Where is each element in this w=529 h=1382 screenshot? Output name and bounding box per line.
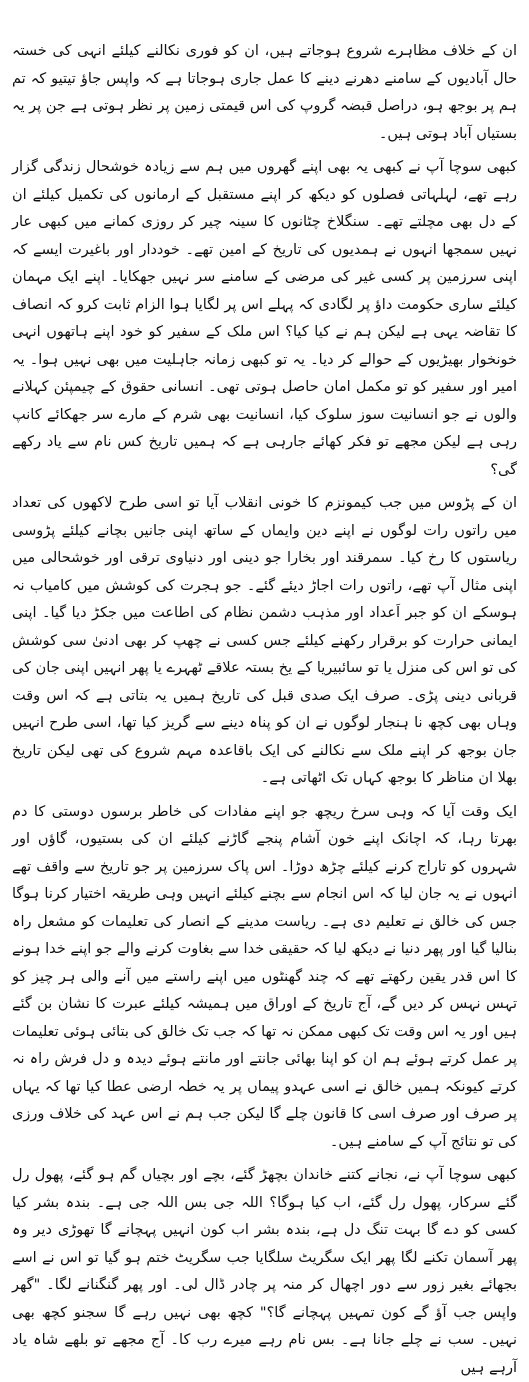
paragraph-5: کبھی سوچا آپ نے، نجانے کتنے خاندان بچھڑ گئے، بچے اور بچیاں گم ہو گئے، پھول رل گئے سرکار، پھول رل گئے، اب کیا ہوگا؟ اللہ جی بس اللہ جی ہے۔ بندہ بشر کیا کسی کو دے گا بہت تنگ دل ہے، بندہ بشر اب کون انہیں پہچانے گا تھوڑی دیر وہ پھر آسمان تکنے لگا پھر ایک سگریٹ سلگایا جب سگریٹ ختم ہو گیا تو اس نے اسے بجھائے بغیر زور سے دور اچھال کر منہ پر چادر ڈال لی۔ اور پھر گنگنانے لگا۔ "گھر واپس جب آؤ گے کون تمہیں پہچانے گا؟" کچھ بھی نہیں رہے گا سجنو کچھ بھی نہیں۔ سب نے چلے جانا ہے۔ بس نام رہے میرے رب کا۔ آج مجھے تو بلھے شاہ یاد آرہے ہیں bbox=[12, 1167, 517, 1376]
paragraph-3: ان کے پڑوس میں جب کیمونزم کا خونی انقلاب آیا تو اسی طرح لاکھوں کی تعداد میں راتوں رات لوگوں نے اپنے دین وایماں کے ساتھ اپنی جانیں بچانے کیلئے پڑوسی ریاستوں کا رخ کیا۔ سمرقند اور بخارا جو دینی اور دنیاوی ترقی اور خوشحالی میں اپنی مثال آپ تھے، راتوں رات اجاڑ دیئے گئے۔ جو ہجرت کی کوشش میں کامیاب نہ ہوسکے ان کو جبر اَعداد اور مذہب دشمن نظام کی اطاعت میں جکڑ دیا گیا۔ اپنی ایمانی حرارت کو برقرار رکھنے کیلئے جس کسی نے چھپ کر بھی ادنیٰ سی کوشش کی تو اس کی منزل یا تو سائبیریا کے یخ بستہ علاقے ٹھہرے یا پھر انہیں اپنی جان کی قربانی دینی پڑی۔ صرف ایک صدی قبل کی تاریخ ہمیں یہ بتاتی ہے کہ اس وقت وہاں بھی کچھ نا ہنجار لوگوں نے ان کو پناہ دینے سے گریز کیا تھا، اسی طرح انہیں جان بوجھ کر اپنے ملک سے نکالنے کی ایک باقاعدہ مہم شروع کی تھی لیکن تاریخ بھلا ان مناظر کا بوجھ کہاں تک اٹھاتی ہے۔ bbox=[12, 495, 517, 786]
paragraph-4: ایک وقت آیا کہ وہی سرخ ریچھ جو اپنے مفادات کی خاطر برسوں دوستی کا دم بھرتا رہا، کہ اچانک اپنے خون آشام پنجے گاڑنے کیلئے ان کی بستیوں، گاؤں اور شہروں کو تاراج کرنے کیلئے چڑھ دوڑا۔ اس پاک سرزمین پر جو تاریخ سے واقف تھے انہوں نے یہ جان لیا کہ اس انجام سے بچنے کیلئے انہیں وہی طریقہ اختیار کرنا ہوگا جس کی خالق نے تعلیم دی ہے۔ ریاست مدینے کے انصار کی تعلیمات کو مشعل راہ بنالیا گیا اور پھر دنیا نے دیکھ لیا کہ حقیقی خدا سے بغاوت کرنے والے جو اپنے خدا ہونے کا اس قدر یقین رکھتے تھے کہ چند گھنٹوں میں اپنے راستے میں آنے والی ہر چیز کو تہس نہس کر دیں گے، آج تاریخ کے اوراق میں ہمیشہ کیلئے عبرت کا نشان بن گئے ہیں اور یہ اس وقت تک کبھی ممکن نہ تھا کہ جب تک خالق کی بتائی ہوئی تعلیمات پر عمل کرتے ہوئے ہم ان کو اپنا بھائی جانتے اور مانتے ہوئے دیدہ و دل فرش راہ نہ کرتے کیونکہ ہمیں خالق نے اسی عہدو پیماں پر یہ خطہ ارضی عطا کیا تھا کہ یہاں پر صرف اور صرف اسی کا قانون چلے گا لیکن جب ہم نے اس عہد کی خلاف ورزی کی تو نتائج آپ کے سامنے ہیں۔ bbox=[12, 803, 517, 1150]
paragraph-2: کبھی سوچا آپ نے کبھی یہ بھی اپنے گھروں میں ہم سے زیادہ خوشحال زندگی گزار رہے تھے، لہلہاتی فصلوں کو دیکھ کر اپنے مستقبل کے ارمانوں کی تکمیل کیلئے ان کے دل بھی مچلتے تھے۔ سنگلاخ چٹانوں کا سینہ چیر کر روزی کمانے میں کبھی عار نہیں سمجھا انہوں نے ہمدیوں کی تاریخ کے امین تھے۔ خوددار اور باغیرت ایسے کہ اپنی سرزمین پر کسی غیر کی مرضی کے سامنے سر نہیں جھکایا۔ اپنے ایک مہمان کیلئے ساری حکومت داؤ پر لگادی کہ پہلے اس پر لگایا ہوا الزام ثابت کرو کہ انصاف کا تقاضہ یہی ہے لیکن ہم نے کیا کیا؟ اس ملک کے سفیر کو خود اپنے ہاتھوں انہی خونخوار بھیڑیوں کے حوالے کر دیا۔ یہ تو کبھی زمانہ جاہلیت میں بھی نہیں ہوا۔ یہ امیر اور سفیر کو تو مکمل امان حاصل ہوتی تھی۔ انسانی حقوق کے چیمپئن کہلانے والوں نے جو انسانیت سوز سلوک کیا، انسانیت بھی شرم کے مارے سر جھکائے کانپ رہی ہے لیکن مجھے تو فکر کھائے جارہی ہے کہ ہمیں تاریخ کس نام سے یاد رکھے گی؟ bbox=[12, 159, 517, 478]
paragraph-1: ان کے خلاف مظاہرے شروع ہوجاتے ہیں، ان کو فوری نکالنے کیلئے انہی کی خستہ حال آبادیوں کے سامنے دھرنے دینے کا عمل جاری ہوجاتا ہے کہ واپس جاؤ تیتیو کہ تم ہم پر بوجھ ہو، دراصل قبضہ گروپ کی اس قیمتی زمین پر نظر ہوتی ہے جن پر یہ بستیاں آباد ہوتی ہیں۔ bbox=[12, 43, 517, 142]
